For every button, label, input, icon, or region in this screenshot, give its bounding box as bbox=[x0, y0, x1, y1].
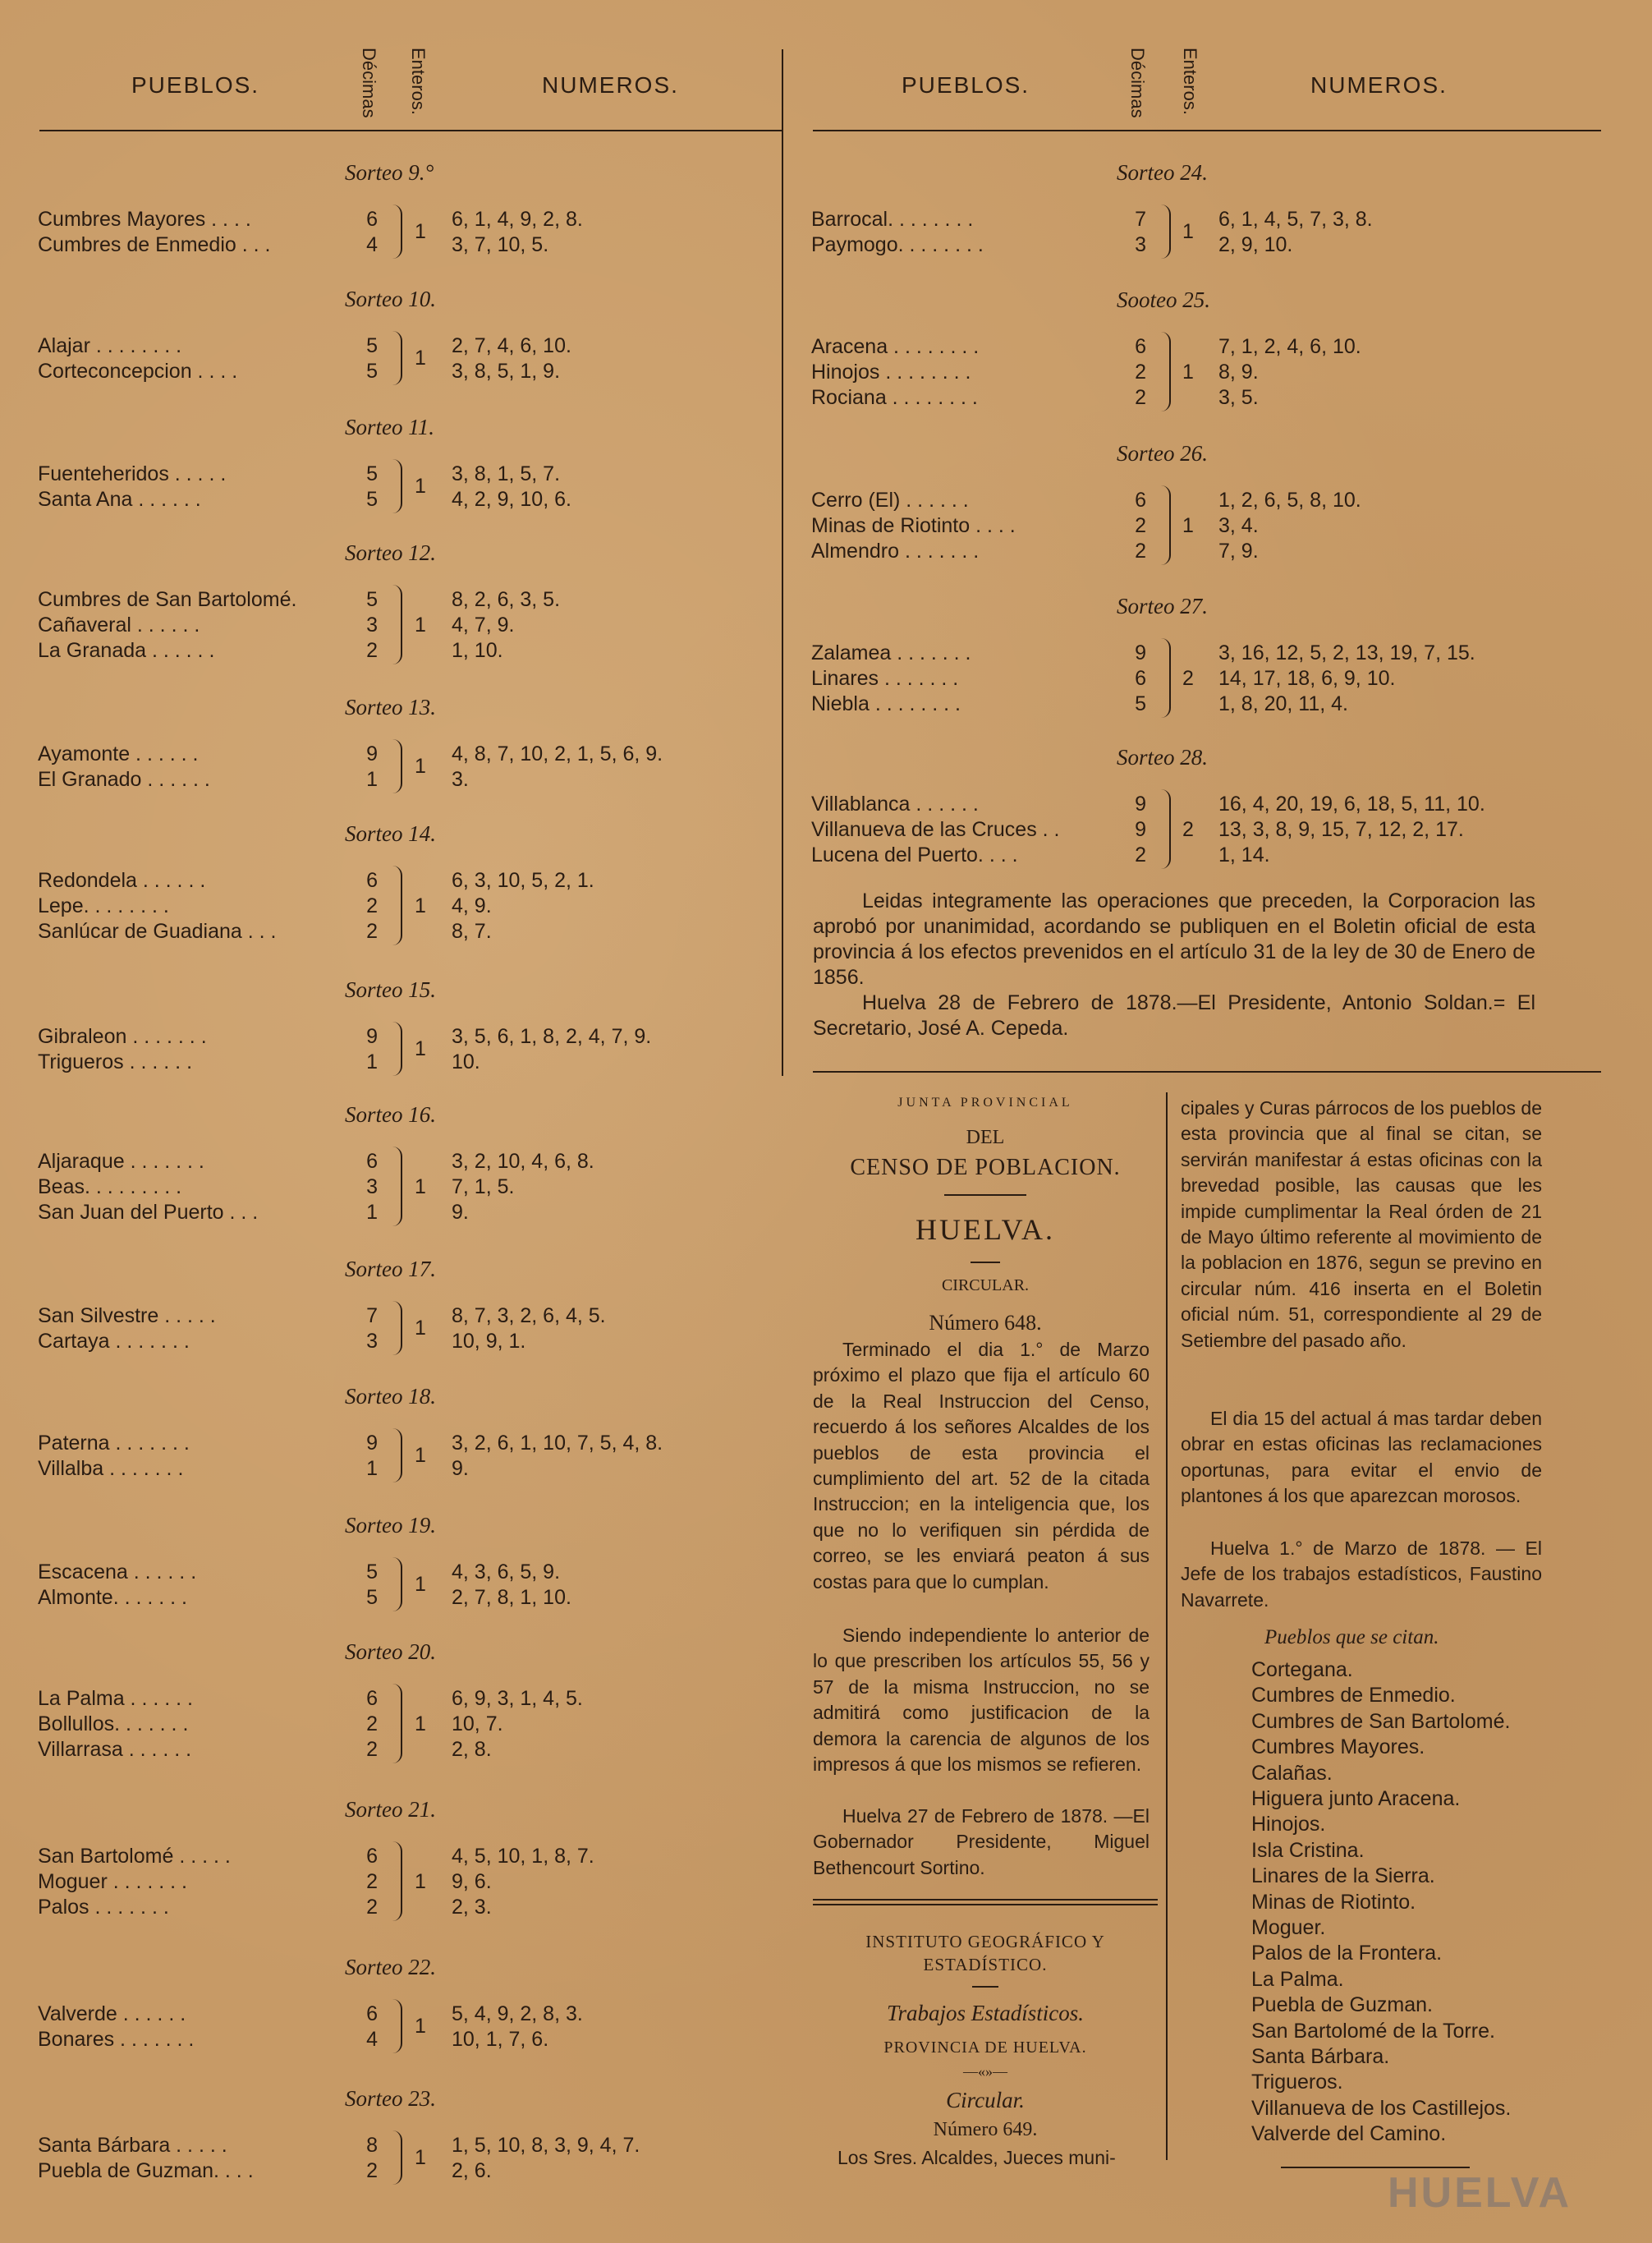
circular-rule-a bbox=[813, 1899, 1158, 1901]
left-numbers: 9, 6. bbox=[452, 1870, 492, 1893]
left-decimas-value: 6 bbox=[366, 1150, 378, 1173]
cited-town: Hinojos. bbox=[1251, 1813, 1326, 1836]
right-decimas-value: 2 bbox=[1135, 514, 1146, 537]
left-enteros-value: 1 bbox=[415, 1869, 426, 1893]
left-numbers: 8, 7. bbox=[452, 920, 492, 943]
left-decimas-value: 1 bbox=[366, 1050, 378, 1073]
left-brace bbox=[392, 1428, 402, 1482]
right-numbers: 7, 9. bbox=[1218, 540, 1259, 563]
right-decimas-value: 7 bbox=[1135, 208, 1146, 231]
right-brace bbox=[1161, 205, 1171, 259]
right-decimas-value: 6 bbox=[1135, 335, 1146, 358]
left-town-name: Lepe. . . . . . . . bbox=[38, 894, 169, 917]
left-town-name: Villalba . . . . . . . bbox=[38, 1457, 184, 1480]
left-brace bbox=[392, 1022, 402, 1076]
left-brace bbox=[392, 205, 402, 259]
cited-town: Cumbres Mayores. bbox=[1251, 1735, 1425, 1759]
col3-body1: cipales y Curas párrocos de los pueblos de esta provincia que al final se citan, se servirán manifestar á estas oficinas con la brevedad posible, las causas que les impide cumplimentar la Real órden de 21 de Mayo último referente al movimiento de la poblacion en 1876, segun se previno en circular núm. 416 inserta en el Boletin oficial núm. 51, correspondiente al 29 de Setiembre del pasado año. bbox=[1181, 1097, 1542, 1351]
right-sorteo-title: Sorteo 27. bbox=[1117, 594, 1208, 618]
left-numbers: 5, 4, 9, 2, 8, 3. bbox=[452, 2002, 583, 2025]
left-decimas-value: 3 bbox=[366, 1330, 378, 1353]
cited-town: Linares de la Sierra. bbox=[1251, 1864, 1435, 1888]
left-town-name: Gibraleon . . . . . . . bbox=[38, 1025, 207, 1048]
left-sorteo-title: Sorteo 9.° bbox=[345, 160, 434, 185]
left-numbers: 4, 7, 9. bbox=[452, 614, 515, 637]
col3-body2: El dia 15 del actual á mas tardar deben obrar en estas oficinas las reclamaciones oportunas, para evitar el envio de plantones á los que aparezcan morosos. bbox=[1181, 1408, 1542, 1507]
right-sorteo-title: Sooteo 25. bbox=[1117, 287, 1210, 312]
ornament: —«»— bbox=[963, 2063, 1007, 2080]
cited-town: La Palma. bbox=[1251, 1967, 1344, 1991]
right-numbers: 1, 2, 6, 5, 8, 10. bbox=[1218, 489, 1361, 512]
left-numbers: 6, 3, 10, 5, 2, 1. bbox=[452, 869, 594, 892]
cited-town: Cortegana. bbox=[1251, 1658, 1353, 1681]
left-town-name: Moguer . . . . . . . bbox=[38, 1870, 188, 1893]
left-enteros-value: 1 bbox=[415, 613, 426, 637]
right-header-decimas: Décimas bbox=[1127, 48, 1148, 118]
left-enteros-value: 1 bbox=[415, 1317, 426, 1340]
left-town-name: La Granada . . . . . . bbox=[38, 639, 215, 662]
right-numbers: 1, 14. bbox=[1218, 843, 1270, 866]
left-numbers: 8, 2, 6, 3, 5. bbox=[452, 588, 561, 611]
left-sorteo-title: Sorteo 10. bbox=[345, 287, 436, 311]
right-numbers: 13, 3, 8, 9, 15, 7, 12, 2, 17. bbox=[1218, 818, 1464, 841]
right-enteros-value: 2 bbox=[1182, 666, 1194, 690]
left-decimas-value: 2 bbox=[366, 1870, 378, 1893]
left-town-name: El Granado . . . . . . bbox=[38, 768, 210, 791]
left-decimas-value: 2 bbox=[366, 639, 378, 662]
left-town-name: Corteconcepcion . . . . bbox=[38, 360, 238, 383]
left-brace bbox=[392, 459, 402, 513]
left-town-name: Palos . . . . . . . bbox=[38, 1896, 169, 1919]
right-enteros-value: 1 bbox=[1182, 513, 1194, 537]
left-brace bbox=[392, 1557, 402, 1611]
left-brace bbox=[392, 1684, 402, 1763]
left-decimas-value: 6 bbox=[366, 1687, 378, 1710]
circular2-label: Circular. bbox=[946, 2088, 1025, 2112]
left-brace bbox=[392, 2130, 402, 2185]
left-sorteo-title: Sorteo 12. bbox=[345, 540, 436, 565]
cited-town: Palos de la Frontera. bbox=[1251, 1942, 1443, 1965]
left-town-name: Beas. . . . . . . . . bbox=[38, 1175, 182, 1198]
left-enteros-value: 1 bbox=[415, 220, 426, 243]
right-numbers: 7, 1, 2, 4, 6, 10. bbox=[1218, 335, 1361, 358]
right-decimas-value: 2 bbox=[1135, 843, 1146, 866]
right-town-name: Lucena del Puerto. . . . bbox=[811, 843, 1018, 866]
cited-town: Santa Bárbara. bbox=[1251, 2045, 1390, 2068]
left-enteros-value: 1 bbox=[415, 1444, 426, 1467]
right-decimas-value: 2 bbox=[1135, 540, 1146, 563]
right-numbers: 6, 1, 4, 5, 7, 3, 8. bbox=[1218, 208, 1373, 231]
left-numbers: 2, 8. bbox=[452, 1738, 492, 1761]
left-town-name: Alajar . . . . . . . . bbox=[38, 334, 182, 357]
left-town-name: Santa Ana . . . . . . bbox=[38, 488, 201, 511]
right-brace bbox=[1161, 789, 1171, 869]
right-decimas-value: 9 bbox=[1135, 641, 1146, 664]
left-brace bbox=[392, 1147, 402, 1226]
right-decimas-value: 3 bbox=[1135, 233, 1146, 256]
junta-provincial: JUNTA PROVINCIAL bbox=[897, 1096, 1073, 1110]
left-sorteo-title: Sorteo 17. bbox=[345, 1257, 436, 1281]
left-town-name: Villarrasa . . . . . . bbox=[38, 1738, 192, 1761]
resolution-text: Leidas integramente las operaciones que preceden, la Corporacion las aprobó por unanimidad, acordando se publiquen en el Boletin oficial de esta provincia á los efectos prevenidos en el artículo 31 de la ley de 30 de Enero de 1856. bbox=[813, 889, 1535, 989]
left-decimas-value: 2 bbox=[366, 1896, 378, 1919]
left-decimas-value: 6 bbox=[366, 869, 378, 892]
left-decimas-value: 2 bbox=[366, 1712, 378, 1735]
left-numbers: 3. bbox=[452, 768, 469, 791]
left-brace bbox=[392, 866, 402, 945]
left-decimas-value: 9 bbox=[366, 1432, 378, 1455]
right-decimas-value: 9 bbox=[1135, 793, 1146, 816]
circular-648-body1: Terminado el dia 1.° de Marzo próximo el plazo que fija el artículo 60 de la Real Instruccion del Censo, recuerdo á los señores Alcaldes de los pueblos de esta provincia el cumplimiento del art. 52 de la citada Instruccion; en la inteligencia que, los que no lo verifiquen sin pérdida de correo, se les enviará peaton á sus costas para que lo cumplan. bbox=[813, 1339, 1150, 1593]
left-numbers: 6, 1, 4, 9, 2, 8. bbox=[452, 208, 583, 231]
left-brace bbox=[392, 739, 402, 793]
left-decimas-value: 5 bbox=[366, 334, 378, 357]
right-decimas-value: 2 bbox=[1135, 361, 1146, 384]
left-town-name: Sanlúcar de Guadiana . . . bbox=[38, 920, 277, 943]
right-numbers: 16, 4, 20, 19, 6, 18, 5, 11, 10. bbox=[1218, 793, 1485, 816]
instituto-dash bbox=[972, 1986, 998, 1988]
right-town-name: Linares . . . . . . . bbox=[811, 667, 959, 690]
left-enteros-value: 1 bbox=[415, 755, 426, 778]
left-header-pueblos: PUEBLOS. bbox=[131, 72, 260, 98]
right-town-name: Rociana . . . . . . . . bbox=[811, 386, 978, 409]
left-header-enteros: Enteros. bbox=[408, 48, 429, 115]
left-town-name: Trigueros . . . . . . bbox=[38, 1050, 193, 1073]
left-numbers: 3, 8, 1, 5, 7. bbox=[452, 462, 561, 485]
left-decimas-value: 6 bbox=[366, 1845, 378, 1868]
left-sorteo-title: Sorteo 11. bbox=[345, 415, 434, 439]
left-town-name: Bonares . . . . . . . bbox=[38, 2028, 195, 2051]
left-numbers: 2, 6. bbox=[452, 2159, 492, 2182]
right-decimas-value: 6 bbox=[1135, 489, 1146, 512]
left-numbers: 10, 9, 1. bbox=[452, 1330, 526, 1353]
cited-town: Moguer. bbox=[1251, 1916, 1326, 1939]
right-brace bbox=[1161, 332, 1171, 411]
cited-town: Cumbres de San Bartolomé. bbox=[1251, 1709, 1511, 1733]
censo-rule bbox=[944, 1194, 1026, 1196]
left-numbers: 3, 7, 10, 5. bbox=[452, 233, 549, 256]
left-sorteo-title: Sorteo 20. bbox=[345, 1639, 436, 1664]
left-sorteo-title: Sorteo 22. bbox=[345, 1955, 436, 1979]
left-numbers: 4, 9. bbox=[452, 894, 492, 917]
left-sorteo-title: Sorteo 15. bbox=[345, 977, 436, 1002]
huelva-watermark: HUELVA bbox=[1388, 2169, 1572, 2217]
left-town-name: Santa Bárbara . . . . . bbox=[38, 2134, 227, 2157]
left-enteros-value: 1 bbox=[415, 1174, 426, 1198]
right-decimas-value: 2 bbox=[1135, 386, 1146, 409]
left-town-name: Redondela . . . . . . bbox=[38, 869, 206, 892]
right-numbers: 8, 9. bbox=[1218, 361, 1259, 384]
column-divider-lower bbox=[1166, 1092, 1168, 2160]
left-decimas-value: 2 bbox=[366, 1738, 378, 1761]
left-decimas-value: 1 bbox=[366, 1201, 378, 1224]
left-town-name: Valverde . . . . . . bbox=[38, 2002, 186, 2025]
left-town-name: Escacena . . . . . . bbox=[38, 1560, 197, 1583]
cited-town: San Bartolomé de la Torre. bbox=[1251, 2019, 1495, 2043]
left-town-name: San Silvestre . . . . . bbox=[38, 1304, 216, 1327]
left-numbers: 1, 10. bbox=[452, 639, 503, 662]
right-enteros-value: 1 bbox=[1182, 220, 1194, 243]
right-decimas-value: 9 bbox=[1135, 818, 1146, 841]
left-sorteo-title: Sorteo 14. bbox=[345, 821, 436, 846]
left-sorteo-title: Sorteo 18. bbox=[345, 1384, 436, 1409]
right-town-name: Cerro (El) . . . . . . bbox=[811, 489, 969, 512]
left-town-name: Almonte. . . . . . . bbox=[38, 1586, 188, 1609]
instituto-title: INSTITUTO GEOGRÁFICO Y ESTADÍSTICO. bbox=[865, 1932, 1105, 1974]
left-decimas-value: 5 bbox=[366, 1560, 378, 1583]
left-numbers: 10, 7. bbox=[452, 1712, 503, 1735]
right-town-name: Zalamea . . . . . . . bbox=[811, 641, 971, 664]
left-decimas-value: 3 bbox=[366, 614, 378, 637]
left-decimas-value: 2 bbox=[366, 2159, 378, 2182]
left-enteros-value: 1 bbox=[415, 347, 426, 370]
col3-signature: Huelva 1.° de Marzo de 1878. — El Jefe de los trabajos estadísticos, Faustino Navarrete. bbox=[1181, 1537, 1542, 1611]
left-enteros-value: 1 bbox=[415, 1037, 426, 1060]
provincia-label: PROVINCIA DE HUELVA. bbox=[883, 2038, 1087, 2057]
right-brace bbox=[1161, 638, 1171, 718]
left-numbers: 4, 2, 9, 10, 6. bbox=[452, 488, 571, 511]
left-town-name: Puebla de Guzman. . . . bbox=[38, 2159, 254, 2182]
left-sorteo-title: Sorteo 23. bbox=[345, 2086, 436, 2111]
left-decimas-value: 5 bbox=[366, 462, 378, 485]
left-town-name: San Juan del Puerto . . . bbox=[38, 1201, 259, 1224]
left-enteros-value: 1 bbox=[415, 1712, 426, 1735]
cited-town: Villanueva de los Castillejos. bbox=[1251, 2096, 1512, 2120]
left-decimas-value: 4 bbox=[366, 233, 378, 256]
left-numbers: 2, 7, 4, 6, 10. bbox=[452, 334, 571, 357]
left-enteros-value: 1 bbox=[415, 1573, 426, 1596]
left-decimas-value: 1 bbox=[366, 1457, 378, 1480]
right-numbers: 1, 8, 20, 11, 4. bbox=[1218, 692, 1348, 715]
left-town-name: Bollullos. . . . . . . bbox=[38, 1712, 189, 1735]
left-numbers: 10, 1, 7, 6. bbox=[452, 2028, 549, 2051]
right-town-name: Barrocal. . . . . . . . bbox=[811, 208, 974, 231]
left-enteros-value: 1 bbox=[415, 475, 426, 498]
right-town-name: Paymogo. . . . . . . . bbox=[811, 233, 984, 256]
pueblos-citan-title: Pueblos que se citan. bbox=[1264, 1626, 1439, 1648]
left-numbers: 4, 3, 6, 5, 9. bbox=[452, 1560, 561, 1583]
left-town-name: Ayamonte . . . . . . bbox=[38, 742, 199, 765]
right-town-name: Niebla . . . . . . . . bbox=[811, 692, 961, 715]
left-decimas-value: 5 bbox=[366, 360, 378, 383]
right-numbers: 14, 17, 18, 6, 9, 10. bbox=[1218, 667, 1396, 690]
left-decimas-value: 7 bbox=[366, 1304, 378, 1327]
resolution-rule bbox=[813, 1071, 1601, 1073]
left-numbers: 4, 8, 7, 10, 2, 1, 5, 6, 9. bbox=[452, 742, 663, 765]
right-enteros-value: 2 bbox=[1182, 817, 1194, 841]
left-header-rule bbox=[39, 130, 782, 131]
left-decimas-value: 6 bbox=[366, 208, 378, 231]
resolution-signature: Huelva 28 de Febrero de 1878.—El Presidente, Antonio Soldan.= El Secretario, José A. Cepeda. bbox=[813, 991, 1535, 1040]
left-town-name: Cañaveral . . . . . . bbox=[38, 614, 200, 637]
cited-town: Calañas. bbox=[1251, 1761, 1333, 1785]
circular-label: CIRCULAR. bbox=[941, 1276, 1030, 1294]
left-numbers: 2, 3. bbox=[452, 1896, 492, 1919]
left-town-name: Paterna . . . . . . . bbox=[38, 1432, 190, 1455]
right-enteros-value: 1 bbox=[1182, 360, 1194, 384]
right-town-name: Aracena . . . . . . . . bbox=[811, 335, 980, 358]
left-numbers: 3, 8, 5, 1, 9. bbox=[452, 360, 561, 383]
left-numbers: 7, 1, 5. bbox=[452, 1175, 515, 1198]
left-decimas-value: 6 bbox=[366, 2002, 378, 2025]
right-sorteo-title: Sorteo 26. bbox=[1117, 441, 1208, 466]
column-divider bbox=[782, 49, 783, 1076]
left-numbers: 8, 7, 3, 2, 6, 4, 5. bbox=[452, 1304, 606, 1327]
right-town-name: Hinojos . . . . . . . . bbox=[811, 361, 971, 384]
left-decimas-value: 2 bbox=[366, 894, 378, 917]
trabajos-title: Trabajos Estadísticos. bbox=[886, 2001, 1085, 2025]
left-town-name: La Palma . . . . . . bbox=[38, 1687, 193, 1710]
right-numbers: 3, 5. bbox=[1218, 386, 1259, 409]
left-town-name: Cumbres Mayores . . . . bbox=[38, 208, 251, 231]
left-decimas-value: 5 bbox=[366, 1586, 378, 1609]
left-sorteo-title: Sorteo 13. bbox=[345, 695, 436, 719]
right-header-pueblos: PUEBLOS. bbox=[902, 72, 1030, 98]
right-sorteo-title: Sorteo 24. bbox=[1117, 160, 1208, 185]
left-numbers: 1, 5, 10, 8, 3, 9, 4, 7. bbox=[452, 2134, 640, 2157]
right-decimas-value: 6 bbox=[1135, 667, 1146, 690]
left-brace bbox=[392, 1999, 402, 2053]
left-enteros-value: 1 bbox=[415, 2146, 426, 2169]
left-numbers: 3, 2, 6, 1, 10, 7, 5, 4, 8. bbox=[452, 1432, 663, 1455]
left-decimas-value: 5 bbox=[366, 488, 378, 511]
left-decimas-value: 9 bbox=[366, 742, 378, 765]
right-header-enteros: Enteros. bbox=[1180, 48, 1200, 115]
left-numbers: 10. bbox=[452, 1050, 480, 1073]
left-numbers: 9. bbox=[452, 1457, 469, 1480]
right-town-name: Villanueva de las Cruces . . bbox=[811, 818, 1060, 841]
left-numbers: 4, 5, 10, 1, 8, 7. bbox=[452, 1845, 594, 1868]
circular2-number: Número 649. bbox=[933, 2119, 1038, 2140]
left-decimas-value: 8 bbox=[366, 2134, 378, 2157]
circular-number: Número 648. bbox=[929, 1311, 1042, 1335]
left-enteros-value: 1 bbox=[415, 2015, 426, 2038]
right-sorteo-title: Sorteo 28. bbox=[1117, 745, 1208, 770]
left-sorteo-title: Sorteo 19. bbox=[345, 1513, 436, 1537]
right-header-rule bbox=[813, 130, 1601, 131]
left-numbers: 3, 5, 6, 1, 8, 2, 4, 7, 9. bbox=[452, 1025, 652, 1048]
cited-town: Higuera junto Aracena. bbox=[1251, 1787, 1461, 1810]
left-enteros-value: 1 bbox=[415, 894, 426, 917]
right-numbers: 2, 9, 10. bbox=[1218, 233, 1293, 256]
left-decimas-value: 1 bbox=[366, 768, 378, 791]
left-town-name: San Bartolomé . . . . . bbox=[38, 1845, 231, 1868]
cited-town: Valverde del Camino. bbox=[1251, 2122, 1447, 2146]
left-decimas-value: 3 bbox=[366, 1175, 378, 1198]
right-town-name: Almendro . . . . . . . bbox=[811, 540, 980, 563]
right-town-name: Villablanca . . . . . . bbox=[811, 793, 979, 816]
left-brace bbox=[392, 1301, 402, 1355]
right-town-name: Minas de Riotinto . . . . bbox=[811, 514, 1016, 537]
circular-648-body2: Siendo independiente lo anterior de lo que prescriben los artículos 55, 56 y 57 de la misma Instruccion, no se admitirá como justificacion de la demora la carencia de algunos de los impresos á que los mismos se refieren. bbox=[813, 1625, 1150, 1776]
cited-town: Puebla de Guzman. bbox=[1251, 1993, 1433, 2017]
left-town-name: Aljaraque . . . . . . . bbox=[38, 1150, 204, 1173]
circular-rule-b bbox=[813, 1904, 1158, 1905]
left-brace bbox=[392, 1841, 402, 1921]
left-sorteo-title: Sorteo 16. bbox=[345, 1102, 436, 1127]
cited-town: Cumbres de Enmedio. bbox=[1251, 1684, 1456, 1708]
huelva-dash bbox=[971, 1262, 1000, 1263]
cited-town: Trigueros. bbox=[1251, 2071, 1343, 2094]
cited-town: Minas de Riotinto. bbox=[1251, 1890, 1416, 1914]
left-town-name: Cumbres de San Bartolomé. bbox=[38, 588, 297, 611]
right-numbers: 3, 16, 12, 5, 2, 13, 19, 7, 15. bbox=[1218, 641, 1475, 664]
left-header-numeros: NUMEROS. bbox=[542, 72, 679, 98]
left-numbers: 2, 7, 8, 1, 10. bbox=[452, 1586, 571, 1609]
right-decimas-value: 5 bbox=[1135, 692, 1146, 715]
right-brace bbox=[1161, 485, 1171, 565]
censo-title: CENSO DE POBLACION. bbox=[850, 1155, 1121, 1180]
left-decimas-value: 5 bbox=[366, 588, 378, 611]
right-header-numeros: NUMEROS. bbox=[1310, 72, 1448, 98]
left-decimas-value: 9 bbox=[366, 1025, 378, 1048]
circular-648-signature: Huelva 27 de Febrero de 1878. —El Gobernador Presidente, Miguel Bethencourt Sortino. bbox=[813, 1805, 1150, 1878]
left-town-name: Cartaya . . . . . . . bbox=[38, 1330, 190, 1353]
left-town-name: Cumbres de Enmedio . . . bbox=[38, 233, 271, 256]
left-decimas-value: 4 bbox=[366, 2028, 378, 2051]
left-brace bbox=[392, 585, 402, 664]
cited-town: Isla Cristina. bbox=[1251, 1838, 1365, 1862]
left-numbers: 9. bbox=[452, 1201, 469, 1224]
left-numbers: 6, 9, 3, 1, 4, 5. bbox=[452, 1687, 583, 1710]
left-numbers: 3, 2, 10, 4, 6, 8. bbox=[452, 1150, 594, 1173]
left-sorteo-title: Sorteo 21. bbox=[345, 1797, 436, 1822]
left-decimas-value: 2 bbox=[366, 920, 378, 943]
left-town-name: Fuenteheridos . . . . . bbox=[38, 462, 227, 485]
left-brace bbox=[392, 331, 402, 385]
huelva-title: HUELVA. bbox=[915, 1213, 1056, 1246]
right-numbers: 3, 4. bbox=[1218, 514, 1259, 537]
left-header-decimas: Décimas bbox=[359, 48, 379, 118]
del-label: DEL bbox=[966, 1127, 1005, 1148]
circular2-lead: Los Sres. Alcaldes, Jueces muni- bbox=[837, 2147, 1116, 2168]
